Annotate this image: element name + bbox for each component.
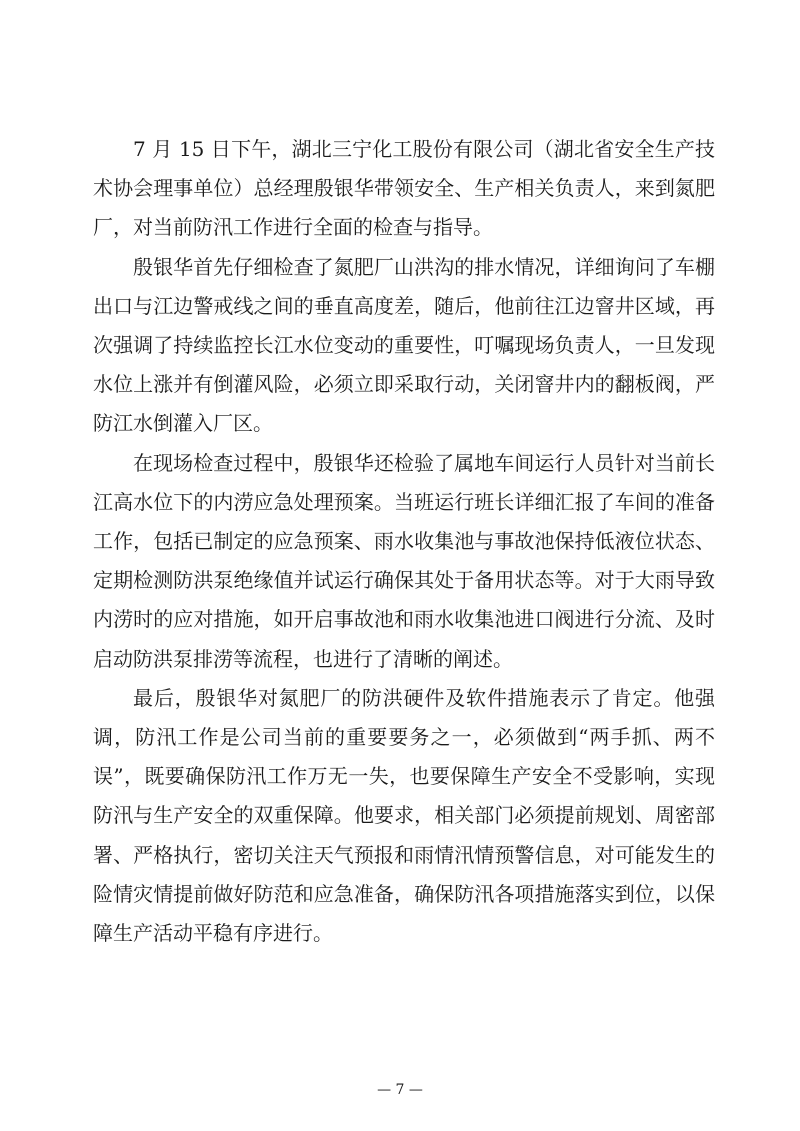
paragraph-4: 最后，殷银华对氮肥厂的防洪硬件及软件措施表示了肯定。他强调，防汛工作是公司当前的重要要务之一，必须做到“两手抓、两不误”，既要确保防汛工作万无一失，也要保障生产安全不受影响，实现防汛与生产安全的双重保障。他要求，相关部门必须提前规划、周密部署、严格执行，密切关注天气预报和雨情汛情预警信息，对可能发生的险情灾情提前做好防范和应急准备，确保防汛各项措施落实到位，以保障生产活动平稳有序进行。 xyxy=(93,685,715,946)
page-number: — 7 — xyxy=(377,1082,423,1098)
paragraph-1: 7 月 15 日下午，湖北三宁化工股份有限公司（湖北省安全生产技术协会理事单位）总经理殷银华带领安全、生产相关负责人，来到氮肥厂，对当前防汛工作进行全面的检查与指导。 xyxy=(93,137,715,240)
paragraph-2: 殷银华首先仔细检查了氮肥厂山洪沟的排水情况，详细询问了车棚出口与江边警戒线之间的垂直高度差，随后，他前往江边窨井区域，再次强调了持续监控长江水位变动的重要性，叮嘱现场负责人，一旦发现水位上涨并有倒灌风险，必须立即采取行动，关闭窨井内的翻板阀，严防江水倒灌入厂区。 xyxy=(93,254,715,436)
document-body xyxy=(93,130,715,953)
paragraph-3: 在现场检查过程中，殷银华还检验了属地车间运行人员针对当前长江高水位下的内涝应急处理预案。当班运行班长详细汇报了车间的准备工作，包括已制定的应急预案、雨水收集池与事故池保持低液位状态、定期检测防洪泵绝缘值并试运行确保其处于备用状态等。对于大雨导致内涝时的应对措施，如开启事故池和雨水收集池进口阀进行分流、及时启动防洪泵排涝等流程，也进行了清晰的阐述。 xyxy=(93,450,715,671)
